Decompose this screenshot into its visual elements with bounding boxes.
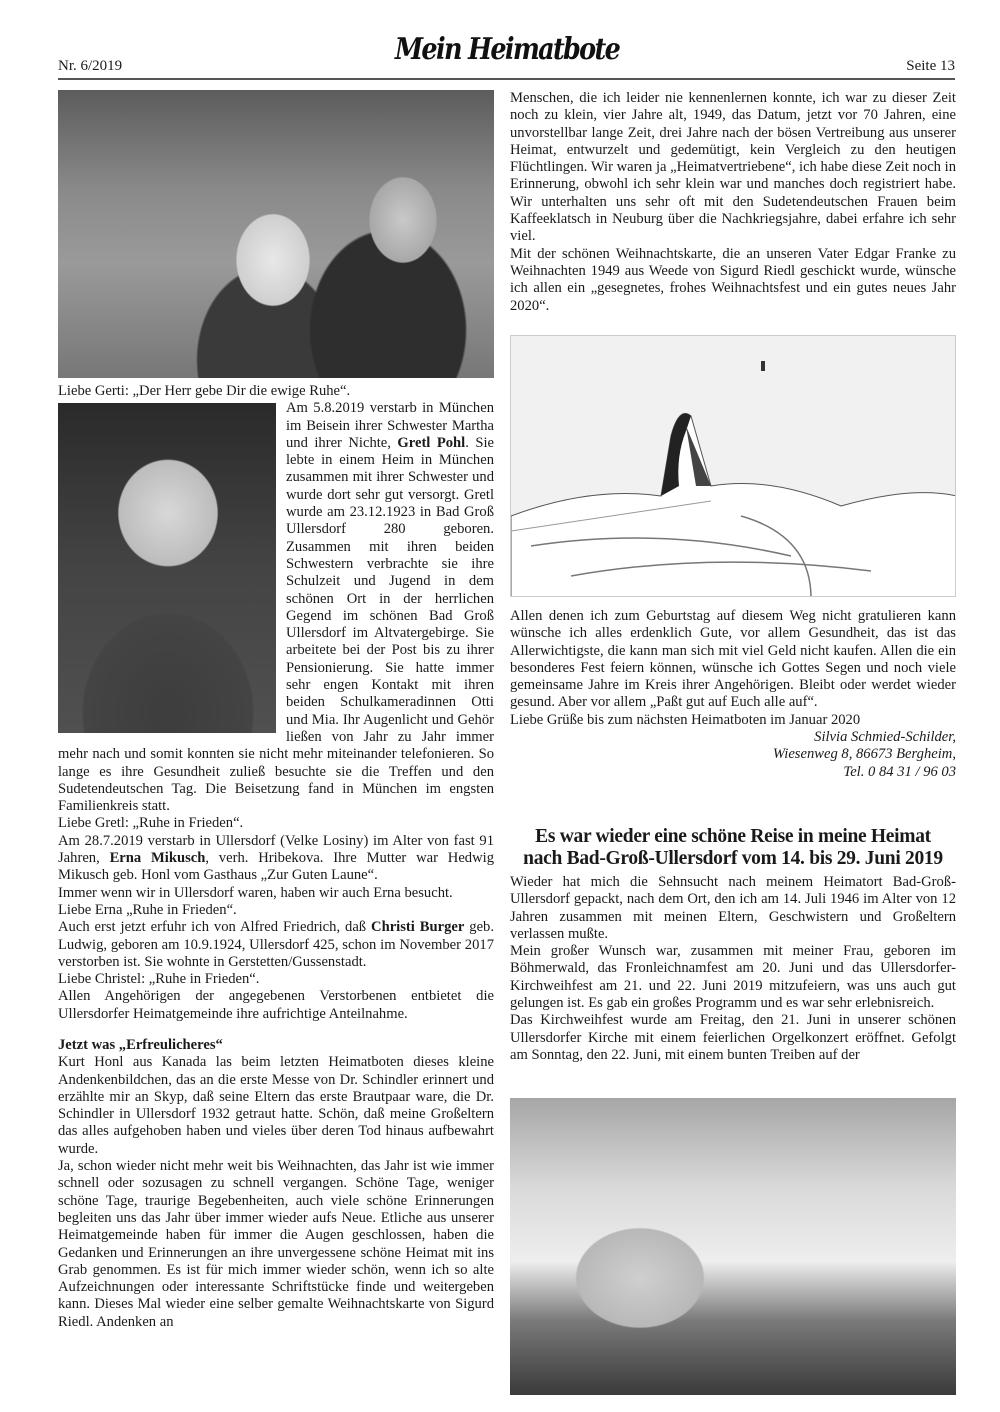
farewell-erna: Liebe Erna „Ruhe in Frieden“.	[58, 901, 237, 918]
deceased-name: Erna Mikusch	[109, 850, 206, 867]
signature-name: Silvia Schmied-Schilder,	[814, 729, 956, 746]
article-paragraph: Das Kirchweihfest wurde am Freitag, den 21. Juni in unserer schönen Ullersdorfer Kirche mit einem feierlichen Orgelkonzert eröffnet. Gefolgt am Sonntag, den 22. Juni, mit einem bunten Treiben auf der	[510, 1012, 956, 1063]
right-column-top	[510, 90, 956, 315]
farewell-christel: Liebe Christel: „Ruhe in Frieden“.	[58, 971, 260, 988]
photo-couple-traditional-costume	[58, 90, 494, 378]
page-number: Seite 13	[906, 58, 955, 74]
article-title	[510, 826, 956, 870]
obituary-text: , verh. Hribekova. Ihre Mutter war Hedwig Mikusch geb. Honl vom Gasthaus „Zur Guten Laune“.	[58, 850, 494, 884]
condolence: Allen Angehörigen der angegebenen Verstorbenen entbietet die Ullersdorfer Heimatgemeinde ihre aufrichtige Anteilnahme.	[58, 988, 494, 1022]
paragraph-christmas-card: Mit der schönen Weihnachtskarte, die an unseren Vater Edgar Franke zu Weihnachten 1949 aus Weede von Sigurd Riedl geschickt wurde, wünsche ich allen ein „gesegnetes, frohes Weihnachtsfest und ein gutes neues Jahr 2020“.	[510, 245, 956, 314]
left-column	[58, 383, 494, 1331]
right-column-wishes	[510, 608, 956, 781]
article-paragraph: Wieder hat mich die Sehnsucht nach meinem Heimatort Bad-Groß-Ullersdorf gepackt, nach dem Ort, den ich am 14. Juli 1946 im Alter von 12 Jahren zusammen mit meinen Eltern, Geschwistern und Großeltern verlassen mußte.	[510, 874, 956, 942]
article-title-line: Es war wieder eine schöne Reise in meine Heimat	[535, 826, 931, 847]
article-journey	[510, 826, 956, 1064]
signature-phone: Tel. 0 84 31 / 96 03	[843, 763, 956, 780]
deceased-name: Gretl Pohl	[397, 434, 466, 451]
paragraph-honl: Kurt Honl aus Kanada las beim letzten Heimatboten dieses kleine Andenkenbildchen, das an die erste Messe von Dr. Schindler erinnert und erzählte mir an Skyp, daß seine Eltern das erste Brautpaar ware, die Dr. Schindler in Ullersdorf 1932 getraut hatte. Schön, daß meine Großeltern das alles aufgehoben haben und vieles über deren Tod hinaus aufbewahrt wurde.	[58, 1054, 494, 1157]
issue-number: Nr. 6/2019	[58, 58, 123, 74]
greeting: Liebe Grüße bis zum nächsten Heimatboten im Januar 2020	[510, 711, 861, 728]
photo-church-festival	[510, 1098, 956, 1395]
farewell-gretl: Liebe Gretl: „Ruhe in Frieden“.	[58, 815, 244, 832]
caption-gerti: Liebe Gerti: „Der Herr gebe Dir die ewige Ruhe“.	[58, 383, 351, 399]
winter-landscape-drawing	[511, 336, 956, 597]
paragraph-continuation: Menschen, die ich leider nie kennenlernen konnte, ich war zu dieser Zeit noch zu klein, vier Jahre alt, 1949, das Datum, jetzt vor 70 Jahren, eine unvorstellbar lange Zeit, drei Jahre nach der bösen Vertreibung aus unserer Heimat, entwurzelt und gedemütigt, kein Vergleich zu den heutigen Flüchtlingen. Wir waren ja „Heimatvertriebene“, ich habe diese Zeit noch in Erinnerung, obwohl ich sehr klein war und manches doch registriert habe. Wir unterhalten uns sehr oft mit den Sudetendeutschen Frauen beim Kaffeeklatsch in Neuburg über die Nachkriegsjahre, dabei erfahre ich sehr viel.	[510, 90, 956, 245]
obituary-text: Am 28.7.2019 verstarb in Ullersdorf (Velke Losiny) im Alter von fast 91 Jahren,	[58, 832, 494, 867]
obituary-text: Am 5.8.2019 verstarb in München im Beisein ihrer Schwester Martha und ihrer Nichte,	[286, 400, 494, 451]
obituary-burger	[58, 919, 494, 971]
obituary-text: geb. Ludwig, geboren am 10.9.1924, Ullersdorf 425, schon im November 2017 verstorben ist. Sie wohnte in Gerstetten/Gussenstadt.	[58, 919, 494, 970]
visit-erna: Immer wenn wir in Ullersdorf waren, haben wir auch Erna besucht.	[58, 884, 453, 901]
portrait-gretl-pohl	[58, 403, 276, 733]
deceased-name: Christi Burger	[371, 919, 465, 936]
painting-christmas-card-winter-landscape	[510, 335, 956, 597]
obituary-mikusch	[58, 833, 494, 885]
subheading-erfreulicheres: Jetzt was „Erfreulicheres“	[58, 1036, 223, 1053]
paragraph-wishes: Allen denen ich zum Geburtstag auf diesem Weg nicht gratulieren kann wünsche ich alles erdenklich Gute, vor allem Gesundheit, das ist das Allerwichtigste, die kann man sich mit viel Geld nicht kaufen. Allen die ein besonderes Fest feiern können, wünsche ich Gottes Segen und noch viele gemeinsame Jahre im Kreis ihrer Angehörigen. Bleibt oder werdet wieder gesund. Aber vor allem „Paßt gut auf Euch alle auf“.	[510, 608, 956, 711]
article-title-line: nach Bad-Groß-Ullersdorf vom 14. bis 29. Juni 2019	[523, 848, 943, 869]
article-paragraph: Mein großer Wunsch war, zusammen mit meiner Frau, geboren im Böhmerwald, das Fronleichnamfest am 20. Juni und das Ullersdorfer-Kirchweihfest am 21. und 22. Juni 2019 mitzufeiern, was uns auch gut gelungen ist. Es gab ein großes Programm und es war sehr erlebnisreich.	[510, 943, 956, 1012]
obituary-text: . Sie lebte in einem Heim in München zusammen mit ihrer Schwester und wurde dort sehr gut versorgt. Gretl wurde am 23.12.1923 in Bad Groß Ullersdorf 280 geboren. Zusammen mit ihren beiden Schwestern verbrachte sie ihre Schulzeit und Jugend in dem schönen Ort in der herrlichen Gegend im schönen Bad Groß Ullersdorf im Altvatergebirge. Sie arbeitete bei der Post bis zu ihrer Pensionierung. Sie hatte immer sehr engen Kontakt mit ihren beiden Schulkameradinnen Otti und Mia. Ihr Augenlicht und Gehör ließen von Jahr zu Jahr immer mehr nach und somit konnten sie nicht mehr miteinander telefonieren. So lange es ihre Gesundheit zuließ besuchte sie die Treffen und den Sudetendeutschen Tag. Die Beisetzung fand in München im engsten Familienkreis statt.	[58, 434, 494, 815]
paragraph-christmas: Ja, schon wieder nicht mehr weit bis Weihnachten, das Jahr ist wie immer schnell oder sozusagen zu schnell vergangen. Schöne Tage, weniger schöne Tage, traurige Begebenheiten, auch viele schöne Erinnerungen begleiten uns das Jahr über immer wieder aufs Neue. Etliche aus unserer Heimatgemeinde haben für immer die Augen geschlossen, haben die Gedanken und Erinnerungen an ihre unvergessene schöne Heimat mit ins Grab genommen. Es ist für mich immer wieder schön, wenn ich so alte Aufzeichnungen oder interessante Schriftstücke finde und weitergeben kann. Dieses Mal wieder eine selber gemalte Weihnachtskarte von Sigurd Riedl. Andenken an	[58, 1158, 494, 1330]
signature-address: Wiesenweg 8, 86673 Bergheim,	[772, 746, 956, 763]
page-header	[58, 30, 955, 80]
newspaper-logo: Mein Heimatbote	[394, 32, 619, 67]
obituary-text: Auch erst jetzt erfuhr ich von Alfred Friedrich, daß	[58, 919, 372, 936]
